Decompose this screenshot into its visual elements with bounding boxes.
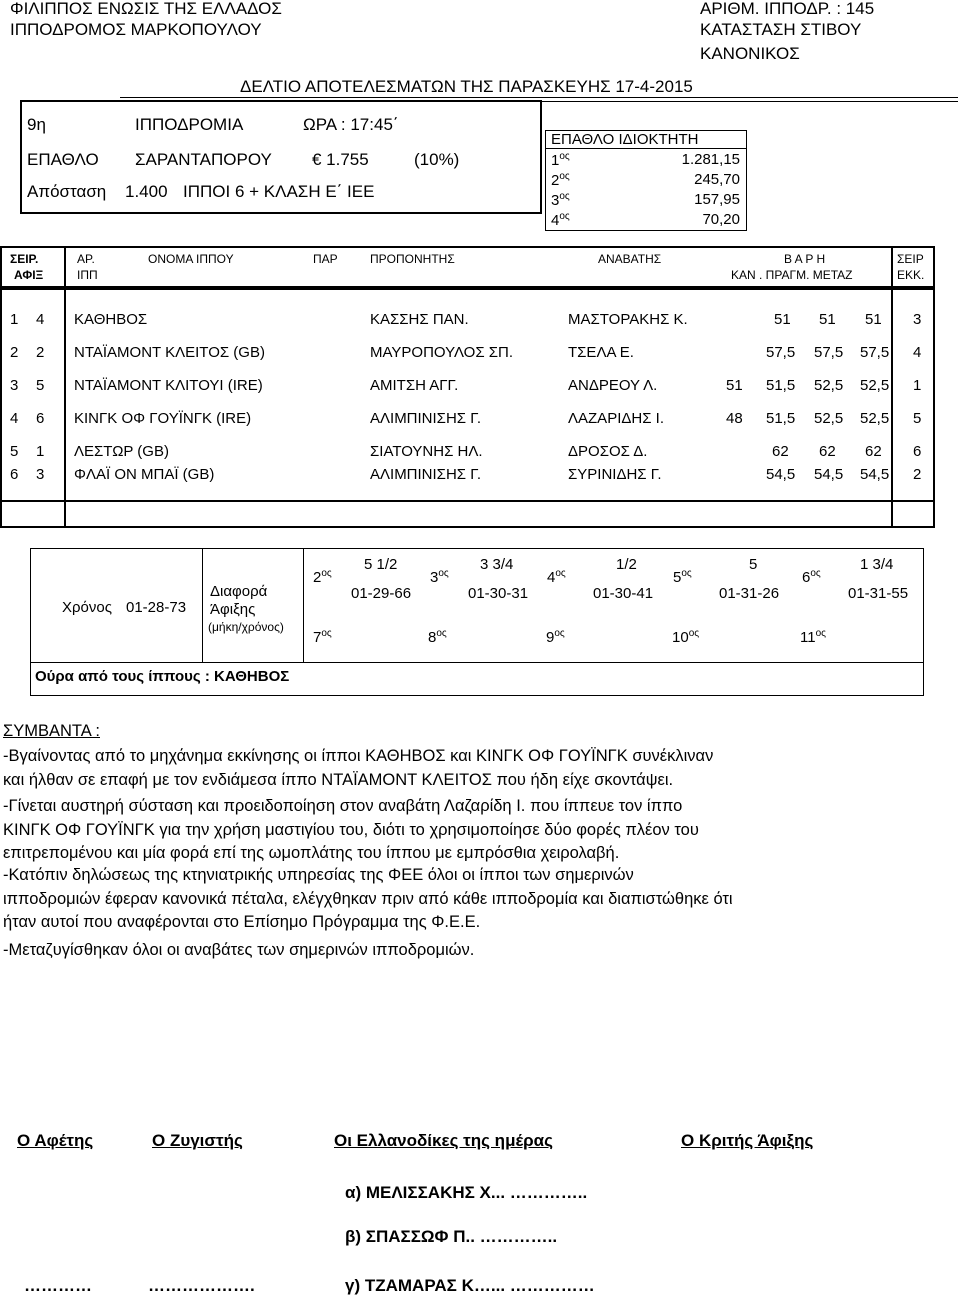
place-4-margin: 1/2 bbox=[616, 556, 637, 573]
row-weight-can: 62 bbox=[772, 443, 789, 460]
place-4-time: 01-30-41 bbox=[593, 585, 654, 602]
prize-label: ΕΠΑΘΛΟ bbox=[27, 150, 99, 169]
row-jockey: ΔΡΟΣΟΣ Δ. bbox=[568, 443, 648, 460]
events-paragraph-3: -Κατόπιν δηλώσεως της κτηνιατρικής υπηρεσίας της ΦΕΕ όλοι οι ίπποι των σημερινών ιπποδρομιών έφεραν κανονικά πέταλα, ελέγχθηκαν πριν από κάθε ιπποδρομία και διαπιστώθηκε ότι ήταν αυτοί που αναφέρονται στο Επίσημο Πρόγραμμα της Φ.Ε.Ε. bbox=[3, 866, 733, 931]
track-state-label: ΚΑΤΑΣΤΑΣΗ ΣΤΙΒΟΥ bbox=[700, 20, 862, 39]
place-6-margin: 1 3/4 bbox=[860, 556, 894, 573]
owner-prize-amount-1: 1.281,15 bbox=[681, 151, 740, 168]
row-weight-trans: 54,5 bbox=[860, 466, 890, 483]
row-order: 6 bbox=[10, 466, 19, 483]
table-row bbox=[4, 311, 934, 333]
row-order: 4 bbox=[10, 410, 19, 427]
place-4-label: $4^{o\varsigma}$ bbox=[547, 568, 566, 586]
row-jockey: ΛΑΖΑΡΙΔΗΣ Ι. bbox=[568, 410, 664, 427]
timing-grid-line bbox=[303, 548, 304, 662]
time-value: 01-28-73 bbox=[126, 599, 187, 616]
row-order: 5 bbox=[10, 443, 19, 460]
col-order-header: ΣΕΙΡ. bbox=[10, 252, 39, 266]
col-weights-header: Β Α Ρ Η bbox=[784, 252, 826, 266]
place-3-margin: 3 3/4 bbox=[480, 556, 514, 573]
row-start: 4 bbox=[913, 344, 922, 361]
col-weights-subheader: ΚΑΝ . ΠΡΑΓΜ. ΜΕΤΑΖ bbox=[731, 268, 853, 282]
row-trainer: ΑΛΙΜΠΙΝΙΣΗΣ Γ. bbox=[370, 410, 482, 427]
distance-label: Απόσταση bbox=[27, 182, 107, 201]
prize-name: ΣΑΡΑΝΤΑΠΟΡΟΥ bbox=[135, 150, 272, 169]
tail-label: Ούρα από τους ίππους : ΚΑΘΗΒΟΣ bbox=[35, 668, 290, 685]
row-weight-real: 52,5 bbox=[814, 377, 844, 394]
col-order-header-sub: ΑΦΙΞ bbox=[14, 268, 44, 282]
row-allowance: 48 bbox=[726, 410, 743, 427]
race-number: 9η bbox=[27, 115, 46, 134]
owner-prize-place-4: $4^{o\varsigma}$ bbox=[551, 211, 570, 229]
steward-c: γ) ΤΖΑΜΑΡΑΣ Κ…... …………… bbox=[345, 1276, 595, 1295]
col-start-header-sub: ΕΚΚ. bbox=[897, 268, 925, 282]
row-weight-can: 51,5 bbox=[766, 377, 796, 394]
bulletin-title: ΔΕΛΤΙΟ ΑΠΟΤΕΛΕΣΜΑΤΩΝ ΤΗΣ ΠΑΡΑΣΚΕΥΗΣ 17-4-2015 bbox=[240, 77, 693, 96]
place-6-label: $6^{o\varsigma}$ bbox=[802, 568, 821, 586]
row-weight-trans: 52,5 bbox=[860, 377, 890, 394]
weigher-signature-blank: ………………. bbox=[148, 1276, 255, 1295]
prize-percent: (10%) bbox=[414, 150, 460, 169]
row-number: 3 bbox=[36, 466, 45, 483]
starter-label: Ο Αφέτης bbox=[17, 1131, 94, 1150]
weigher-label: Ο Ζυγιστής bbox=[152, 1131, 243, 1150]
meeting-number: ΑΡΙΘΜ. ΙΠΠΟΔΡ. : 145 bbox=[700, 0, 875, 18]
col-par-header: ΠΑΡ bbox=[313, 252, 338, 266]
owner-prize-place-1: $1^{o\varsigma}$ bbox=[551, 151, 570, 169]
row-horse: ΝΤΑΪΑΜΟΝΤ ΚΛΙΤΟΥΙ (IRE) bbox=[74, 377, 263, 394]
place-5-label: $5^{o\varsigma}$ bbox=[673, 568, 692, 586]
org-name: ΦΙΛΙΠΠΟΣ ΕΝΩΣΙΣ ΤΗΣ ΕΛΛΑΔΟΣ bbox=[10, 0, 282, 18]
place-8-label: $8^{o\varsigma}$ bbox=[428, 628, 447, 646]
row-start: 1 bbox=[913, 377, 922, 394]
row-weight-trans: 51 bbox=[865, 311, 882, 328]
row-jockey: ΑΝΔΡΕΟΥ Λ. bbox=[568, 377, 658, 394]
col-jockey-header: ΑΝΑΒΑΤΗΣ bbox=[598, 252, 662, 266]
diff-label-arrival: Άφιξης bbox=[210, 601, 256, 618]
race-time: ΩΡΑ : 17:45΄ bbox=[303, 115, 399, 134]
owner-prize-amount-4: 70,20 bbox=[702, 211, 740, 228]
row-order: 1 bbox=[10, 311, 19, 328]
row-start: 2 bbox=[913, 466, 922, 483]
owner-prize-rule bbox=[545, 148, 747, 149]
row-trainer: ΚΑΣΣΗΣ ΠΑΝ. bbox=[370, 311, 469, 328]
race-label: ΙΠΠΟΔΡΟΜΙΑ bbox=[135, 115, 244, 134]
row-number: 1 bbox=[36, 443, 45, 460]
row-start: 6 bbox=[913, 443, 922, 460]
col-trainer-header: ΠΡΟΠΟΝΗΤΗΣ bbox=[370, 252, 455, 266]
owner-prize-amount-2: 245,70 bbox=[694, 171, 740, 188]
table-row bbox=[4, 377, 934, 399]
stewards-label: Οι Ελλανοδίκες της ημέρας bbox=[334, 1131, 553, 1150]
row-horse: ΦΛΑΪ ΟΝ ΜΠΑΪ (GB) bbox=[74, 466, 215, 483]
judge-label: Ο Κριτής Άφιξης bbox=[681, 1131, 814, 1150]
row-weight-trans: 62 bbox=[865, 443, 882, 460]
row-trainer: ΜΑΥΡΟΠΟΥΛΟΣ ΣΠ. bbox=[370, 344, 514, 361]
place-2-label: $2^{o\varsigma}$ bbox=[313, 568, 332, 586]
table-row bbox=[4, 410, 934, 432]
row-horse: ΛΕΣΤΩΡ (GB) bbox=[74, 443, 169, 460]
table-row bbox=[4, 466, 934, 488]
events-paragraph-2: -Γίνεται αυστηρή σύσταση και προειδοποίηση στον αναβάτη Λαζαρίδη Ι. που ίππευε τον ίππο ΚΙΝΓΚ ΟΦ ΓΟΥΪΝΓΚ για την χρήση μαστιγίου του, διότι το χρησιμοποίησε δύο φορές πλέον του επιτρεπομένου και μία φορά επί της ωμοπλάτης του ίππου με εμπρόσθια χειρολαβή. bbox=[3, 797, 699, 862]
steward-b: β) ΣΠΑΣΣΩΦ Π.. ………….. bbox=[345, 1227, 558, 1246]
row-horse: ΚΙΝΓΚ ΟΦ ΓΟΥΪΝΓΚ (IRE) bbox=[74, 410, 252, 427]
row-weight-can: 51 bbox=[774, 311, 791, 328]
place-9-label: $9^{o\varsigma}$ bbox=[546, 628, 565, 646]
row-weight-real: 62 bbox=[819, 443, 836, 460]
table-row bbox=[4, 443, 934, 465]
venue-name: ΙΠΠΟΔΡΟΜΟΣ ΜΑΡΚΟΠΟΥΛΟΥ bbox=[10, 20, 262, 39]
table-row bbox=[4, 344, 934, 366]
row-weight-can: 54,5 bbox=[766, 466, 796, 483]
track-state-value: ΚΑΝΟΝΙΚΟΣ bbox=[700, 44, 800, 63]
row-number: 5 bbox=[36, 377, 45, 394]
row-weight-real: 57,5 bbox=[814, 344, 844, 361]
place-7-label: $7^{o\varsigma}$ bbox=[313, 628, 332, 646]
row-weight-real: 51 bbox=[819, 311, 836, 328]
place-10-label: $10^{o\varsigma}$ bbox=[672, 628, 700, 646]
time-label: Χρόνος bbox=[62, 599, 112, 616]
place-5-time: 01-31-26 bbox=[719, 585, 780, 602]
owner-prize-place-3: $3^{o\varsigma}$ bbox=[551, 191, 570, 209]
row-number: 4 bbox=[36, 311, 45, 328]
prize-amount: € 1.755 bbox=[312, 150, 369, 169]
timing-grid-line bbox=[30, 662, 924, 663]
timing-grid-line bbox=[202, 548, 203, 662]
row-start: 3 bbox=[913, 311, 922, 328]
horses-class: ΙΠΠΟΙ 6 + ΚΛΑΣΗ Ε΄ ΙΕΕ bbox=[183, 182, 375, 201]
col-start-header: ΣΕΙΡ bbox=[897, 252, 924, 266]
row-trainer: ΑΛΙΜΠΙΝΙΣΗΣ Γ. bbox=[370, 466, 482, 483]
row-order: 3 bbox=[10, 377, 19, 394]
place-3-time: 01-30-31 bbox=[468, 585, 529, 602]
col-number-header-sub: ΙΠΠ bbox=[77, 268, 98, 282]
place-2-margin: 5 1/2 bbox=[364, 556, 398, 573]
row-number: 2 bbox=[36, 344, 45, 361]
place-11-label: $11^{o\varsigma}$ bbox=[800, 628, 826, 646]
row-jockey: ΜΑΣΤΟΡΑΚΗΣ Κ. bbox=[568, 311, 688, 328]
row-weight-trans: 57,5 bbox=[860, 344, 890, 361]
owner-prize-amount-3: 157,95 bbox=[694, 191, 740, 208]
events-paragraph-1: -Βγαίνοντας από το μηχάνημα εκκίνησης οι ίπποι ΚΑΘΗΒΟΣ και ΚΙΝΓΚ ΟΦ ΓΟΥΪΝΓΚ συνέκλιναν και ήλθαν σε επαφή με τον ενδιάμεσα ίππο ΝΤΑΪΑΜΟΝΤ ΚΛΕΙΤΟΣ που ήδη είχε σκοντάψει. bbox=[3, 747, 714, 789]
row-weight-real: 54,5 bbox=[814, 466, 844, 483]
place-3-label: $3^{o\varsigma}$ bbox=[430, 568, 449, 586]
row-order: 2 bbox=[10, 344, 19, 361]
distance-value: 1.400 bbox=[125, 182, 168, 201]
place-5-margin: 5 bbox=[749, 556, 758, 573]
row-weight-can: 51,5 bbox=[766, 410, 796, 427]
row-horse: ΝΤΑΪΑΜΟΝΤ ΚΛΕΙΤΟΣ (GB) bbox=[74, 344, 265, 361]
owner-prize-place-2: $2^{o\varsigma}$ bbox=[551, 171, 570, 189]
owner-prize-title: ΕΠΑΘΛΟ ΙΔΙΟΚΤΗΤΗ bbox=[551, 131, 699, 148]
starter-signature-blank: ………… bbox=[24, 1276, 92, 1295]
row-trainer: ΑΜΙΤΣΗ ΑΓΓ. bbox=[370, 377, 459, 394]
row-start: 5 bbox=[913, 410, 922, 427]
col-horse-header: ΟΝΟΜΑ ΙΠΠΟΥ bbox=[148, 252, 234, 266]
row-horse: ΚΑΘΗΒΟΣ bbox=[74, 311, 148, 328]
row-weight-trans: 52,5 bbox=[860, 410, 890, 427]
row-number: 6 bbox=[36, 410, 45, 427]
row-jockey: ΣΥΡΙΝΙΔΗΣ Γ. bbox=[568, 466, 662, 483]
row-jockey: ΤΣΕΛΑ Ε. bbox=[568, 344, 634, 361]
place-2-time: 01-29-66 bbox=[351, 585, 412, 602]
row-allowance: 51 bbox=[726, 377, 743, 394]
row-trainer: ΣΙΑΤΟΥΝΗΣ ΗΛ. bbox=[370, 443, 483, 460]
row-rule bbox=[0, 500, 935, 502]
col-number-header: ΑΡ. bbox=[77, 252, 95, 266]
row-weight-real: 52,5 bbox=[814, 410, 844, 427]
events-paragraph-4: -Μεταζυγίσθηκαν όλοι οι αναβάτες των σημερινών ιπποδρομιών. bbox=[3, 941, 475, 959]
steward-a: α) ΜΕΛΙΣΣΑΚΗΣ Χ... ………….. bbox=[345, 1183, 588, 1202]
row-weight-can: 57,5 bbox=[766, 344, 796, 361]
place-6-time: 01-31-55 bbox=[848, 585, 909, 602]
events-title: ΣΥΜΒΑΝΤΑ : bbox=[3, 722, 100, 740]
diff-label: Διαφορά bbox=[210, 583, 268, 600]
diff-label-units: (μήκη/χρόνος) bbox=[208, 620, 284, 634]
